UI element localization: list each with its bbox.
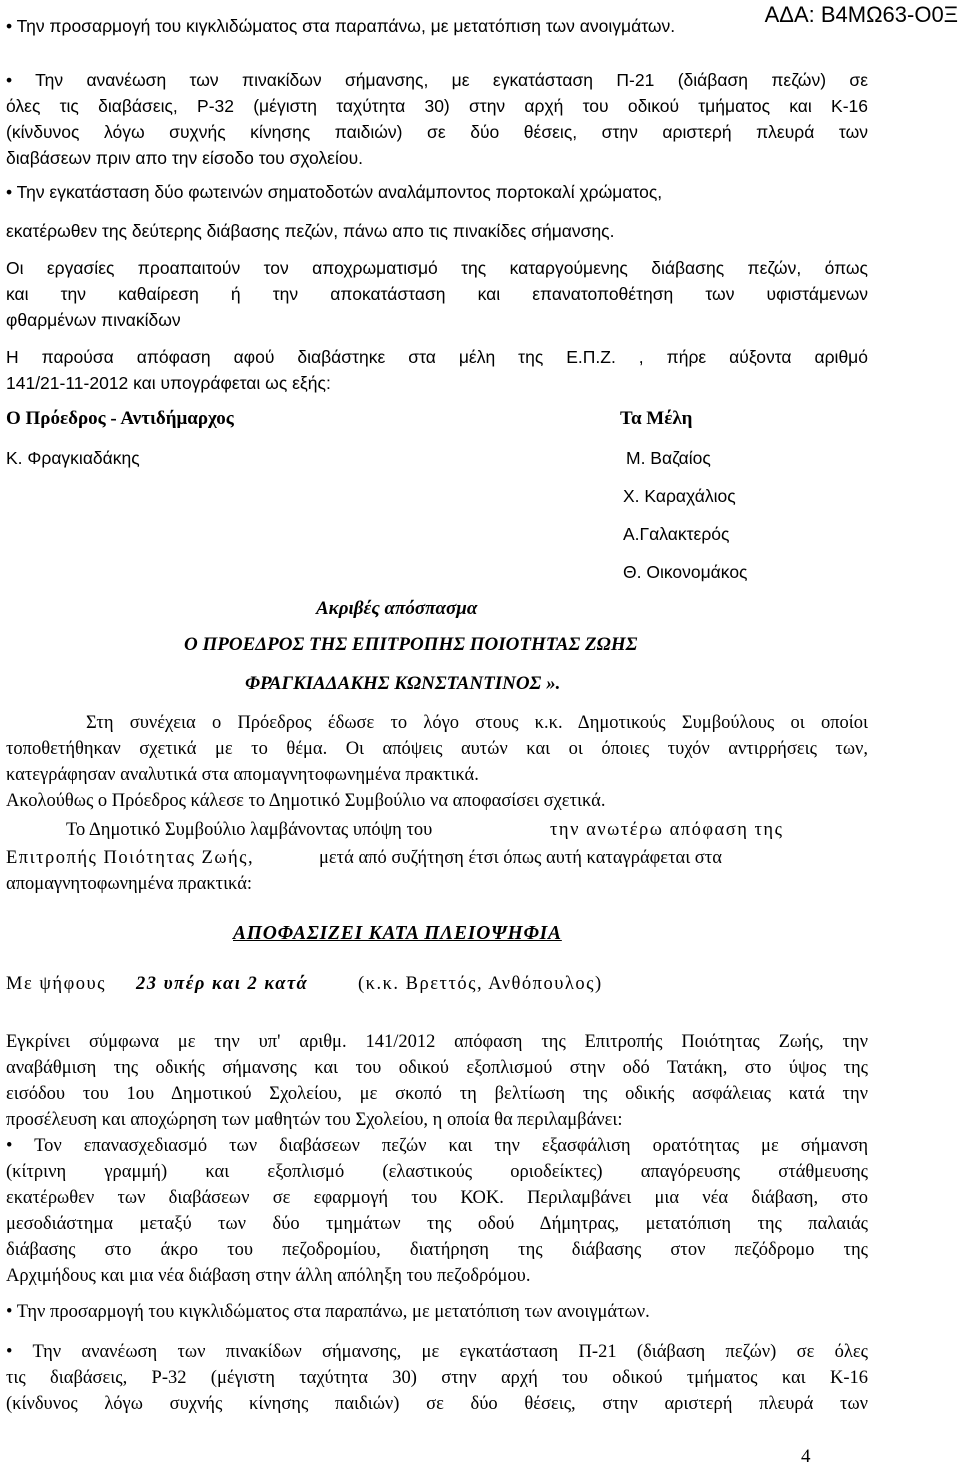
exact-extract-label: Ακριβές απόσπασμα (316, 598, 478, 619)
bullet-signs-line-3: (κίνδυνος λόγω συχνής κίνησης παιδιών) σε δύο θέσεις, στην αριστερή πλευρά των (6, 122, 868, 142)
bullet-crossings-line-4: μεσοδιάστημα μεταξύ των δύο τμημάτων της οδού Δήμητρας, μετατόπιση της παλαιάς (6, 1214, 868, 1234)
prerequisites-line-2: και την καθαίρεση ή την αποκατάσταση και επανατοποθέτηση των υφιστάμενων (6, 284, 868, 304)
member-name: Α.Γαλακτερός (623, 524, 730, 544)
bullet-signs-repeat-line-3: (κίνδυνος λόγω συχνής κίνησης παιδιών) σε δύο θέσεις, στην αριστερή πλευρά των (6, 1394, 868, 1414)
bullet-signs-repeat-line-1: • Την ανανέωση των πινακίδων σήμανσης, με εγκατάσταση Π-21 (διάβαση πεζών) σε όλες (6, 1342, 868, 1362)
decision-number-line-1: Η παρούσα απόφαση αφού διαβάστηκε στα μέλη της Ε.Π.Ζ. , πήρε αύξοντα αριθμό (6, 347, 868, 367)
bullet-signs-repeat-line-2: τις διαβάσεις, Ρ-32 (μέγιστη ταχύτητα 30) στην αρχή του οδικού τμήματος και Κ-16 (6, 1368, 868, 1388)
ada-code: ΑΔΑ: Β4ΜΩ63-Ο0Ξ (764, 2, 958, 27)
member-name: Χ. Καραχάλιος (623, 486, 736, 506)
decision-number-line-2: 141/21-11-2012 και υπογράφεται ως εξής: (6, 373, 331, 393)
decision-heading: ΑΠΟΦΑΣΙΖΕΙ ΚΑΤΑ ΠΛΕΙΟΨΗΦΙΑ (233, 923, 562, 944)
vote-count: 23 υπέρ και 2 κατά (136, 974, 309, 994)
council-considering: Το Δημοτικό Συμβούλιο λαμβάνοντας υπόψη του (66, 820, 433, 840)
prerequisites-line-3: φθαρμένων πινακίδων (6, 310, 181, 330)
minutes-line-3: κατεγράφησαν αναλυτικά στα απομαγνητοφωνημένα πρακτικά. (6, 765, 479, 785)
prerequisites-line-1: Οι εργασίες προαπαιτούν τον αποχρωματισμό της καταργούμενης διάβασης πεζών, όπως (6, 258, 868, 278)
bullet-crossings-line-6: Αρχιμήδους και μια νέα διάβαση στην άλλη απόληξη του πεζοδρόμου. (6, 1266, 531, 1286)
bullet-crossings-line-1: • Τον επανασχεδιασμό των διαβάσεων πεζών και την εξασφάλιση ορατότητας με σήμανση (6, 1136, 868, 1156)
bullet-lights-line-1: • Την εγκατάσταση δύο φωτεινών σηματοδοτών αναλάμποντος πορτοκαλί χρώματος, (6, 182, 663, 202)
minutes-line-1: Στη συνέχεια ο Πρόεδρος έδωσε το λόγο στους κ.κ. Δημοτικούς Συμβούλους οι οποίοι (86, 713, 868, 733)
decision-line-1: Εγκρίνει σύμφωνα με την υπ' αριθμ. 141/2012 απόφαση της Επιτροπής Ποιότητας Ζωής, την (6, 1032, 868, 1052)
bullet-crossings-line-5: διάβασης στο άκρο του πεζοδρομίου, διατήρηση της διάβασης στον πεζόδρομο της (6, 1240, 868, 1260)
president-call: Ακολούθως ο Πρόεδρος κάλεσε το Δημοτικό Συμβούλιο να αποφασίσει σχετικά. (6, 791, 606, 811)
signer-name: ΦΡΑΓΚΙΑΔΑΚΗΣ ΚΩΝΣΤΑΝΤΙΝΟΣ ». (245, 673, 561, 694)
bullet-railing-repeat: • Την προσαρμογή του κιγκλιδώματος στα παραπάνω, με μετατόπιση των ανοιγμάτων. (6, 1302, 650, 1322)
bullet-crossings-line-3: εκατέρωθεν των διαβάσεων σε εφαρμογή του ΚΟΚ. Περιλαμβάνει μια νέα διάβαση, στο (6, 1188, 868, 1208)
bullet-railing: • Την προσαρμογή του κιγκλιδώματος στα παραπάνω, με μετατόπιση των ανοιγμάτων. (6, 16, 676, 36)
page-number: 4 (801, 1446, 811, 1467)
bullet-signs-line-2: όλες τις διαβάσεις, Ρ-32 (μέγιστη ταχύτητα 30) στην αρχή του οδικού τμήματος και Κ-16 (6, 96, 868, 116)
member-name: Μ. Βαζαίος (626, 448, 711, 468)
committee-president: Ο ΠΡΟΕΔΡΟΣ ΤΗΣ ΕΠΙΤΡΟΠΗΣ ΠΟΙΟΤΗΤΑΣ ΖΩΗΣ (184, 634, 638, 655)
decision-line-2: αναβάθμιση της οδικής σήμανσης και του οδικού εξοπλισμού στην οδό Τατάκη, στο ύψος της (6, 1058, 868, 1078)
bullet-crossings-line-2: (κίτρινη γραμμή) και εξοπλισμό (ελαστικούς οριοδείκτες) απαγόρευσης στάθμευσης (6, 1162, 868, 1182)
decision-line-3: εισόδου του 1ου Δημοτικού Σχολείου, με σκοπό τη βελτίωση της οδικής ασφάλειας κατά την (6, 1084, 868, 1104)
decision-line-4: προσέλευση και αποχώρηση των μαθητών του Σχολείου, η οποία θα περιλαμβάνει: (6, 1110, 623, 1130)
after-discussion: μετά από συζήτηση έτσι όπως αυτή καταγράφεται στα (319, 848, 722, 868)
vote-prefix: Με ψήφους (6, 974, 107, 994)
member-name: Θ. Οικονομάκος (623, 562, 748, 582)
members-title: Τα Μέλη (620, 408, 693, 429)
president-title: Ο Πρόεδρος - Αντιδήμαρχος (6, 408, 234, 429)
quality-of-life-committee: Επιτροπής Ποιότητας Ζωής, (6, 848, 255, 868)
minutes-reference: απομαγνητοφωνημένα πρακτικά: (6, 874, 253, 894)
bullet-lights-line-2: εκατέρωθεν της δεύτερης διάβασης πεζών, πάνω απο τις πινακίδες σήμανσης. (6, 221, 615, 241)
bullet-signs-line-4: διαβάσεων πριν απο την είσοδο του σχολείου. (6, 148, 364, 168)
president-name: Κ. Φραγκιαδάκης (6, 448, 140, 468)
bullet-signs-line-1: • Την ανανέωση των πινακίδων σήμανσης, με εγκατάσταση Π-21 (διάβαση πεζών) σε (6, 70, 868, 90)
vote-against-names: (κ.κ. Βρεττός, Ανθόπουλος) (358, 974, 603, 994)
minutes-line-2: τοποθετήθηκαν σχετικά με το θέμα. Οι απόψεις αυτών και οι όποιες τυχόν αντιρρήσεις των, (6, 739, 868, 759)
above-decision: την ανωτέρω απόφαση της (550, 820, 784, 840)
